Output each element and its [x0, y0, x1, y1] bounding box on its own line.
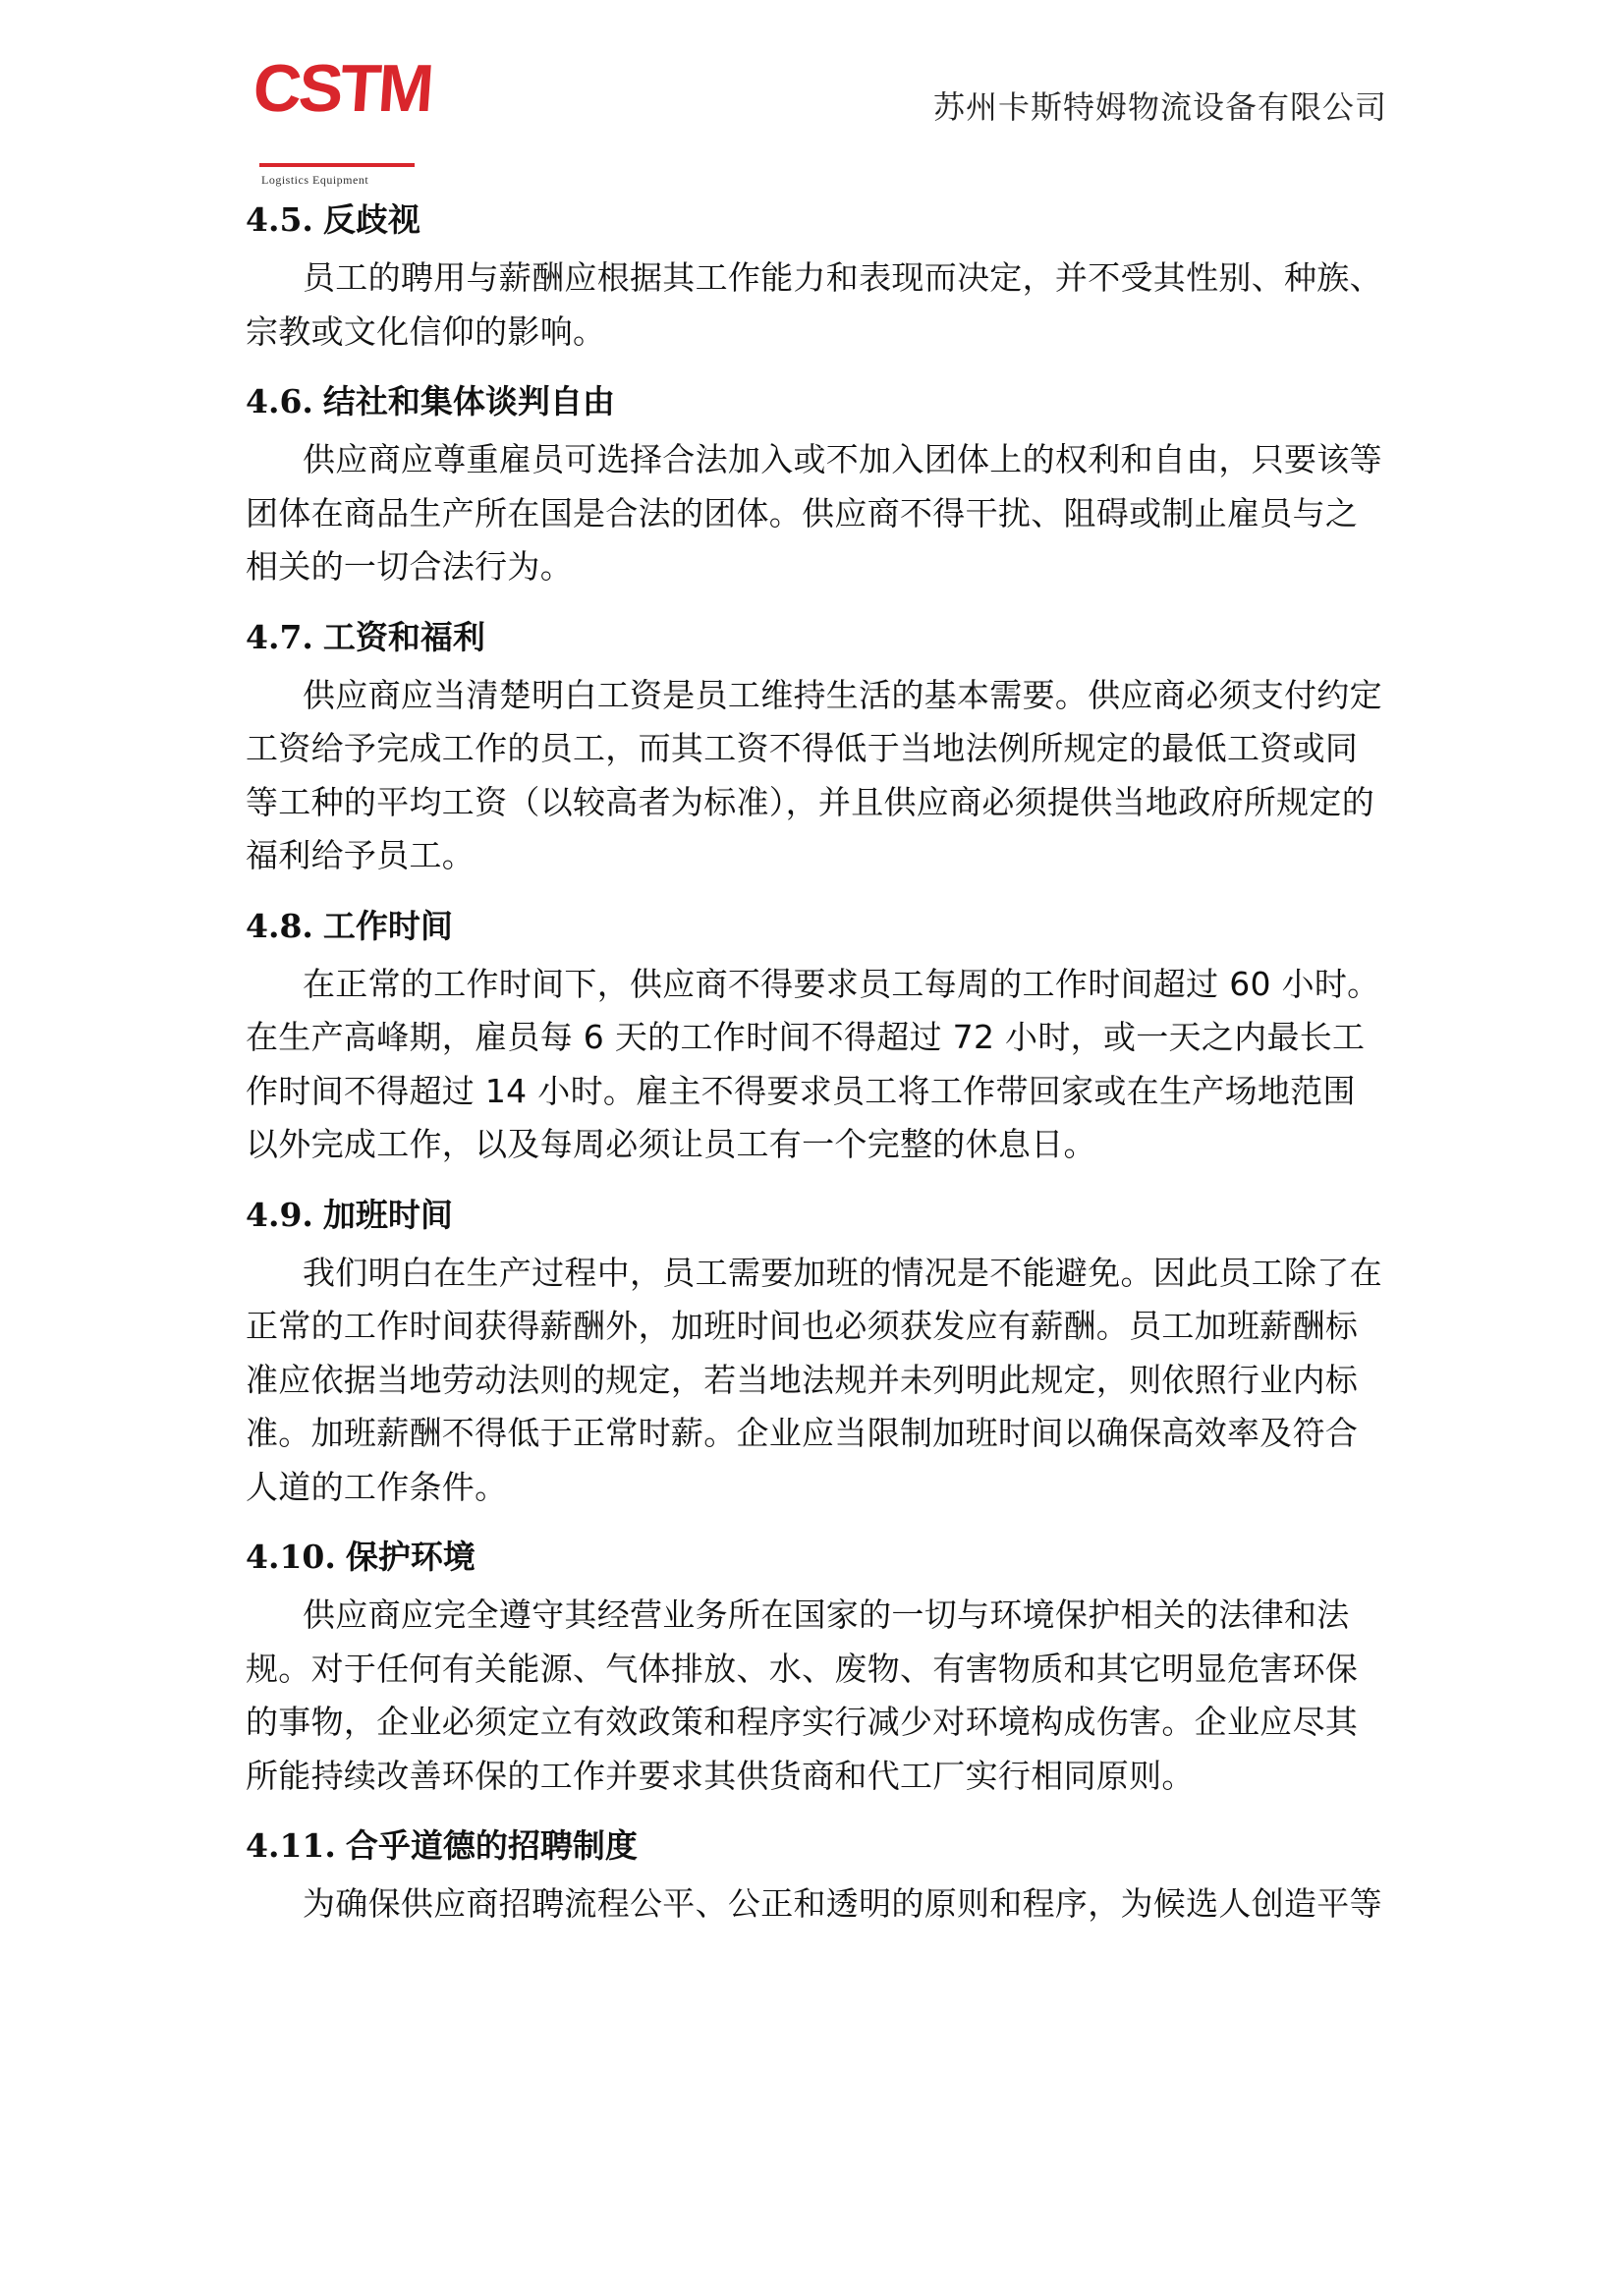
section-heading-4-7 [246, 614, 1387, 661]
logo-wordmark: CSTM [251, 51, 434, 126]
section-paragraph: 供应商应尊重雇员可选择合法加入或不加入团体上的权利和自由，只要该等团体在商品生产所在国是合法的团体。供应商不得干扰、阻碍或制止雇员与之相关的一切合法行为。 [246, 440, 1382, 586]
section-number: 4.9. [246, 1195, 313, 1234]
section-number: 4.11. [246, 1826, 336, 1865]
document-body [246, 196, 1387, 1951]
section-paragraph: 在正常的工作时间下，供应商不得要求员工每周的工作时间超过 60 小时。在生产高峰期，雇员每 6 天的工作时间不得超过 72 小时，或一天之内最长工作时间不得超过 14 小时。雇主不得要求员工将工作带回家或在生产场地范围以外完成工作，以及每周必须让员工有一个完整的休息日。 [246, 964, 1380, 1163]
section-heading-4-11 [246, 1822, 1387, 1870]
section-title: 结社和集体谈判自由 [322, 382, 615, 420]
section-number: 4.7. [246, 617, 313, 656]
section-paragraph: 供应商应当清楚明白工资是员工维持生活的基本需要。供应商必须支付约定工资给予完成工作的员工，而其工资不得低于当地法例所规定的最低工资或同等工种的平均工资（以较高者为标准），并且供应商必须提供当地政府所规定的福利给予员工。 [246, 675, 1382, 874]
logo-subtitle: Logistics Equipment [261, 173, 369, 187]
section-title: 合乎道德的招聘制度 [345, 1826, 638, 1865]
logo-underline [259, 163, 415, 167]
section-number: 4.10. [246, 1538, 336, 1576]
section-title: 保护环境 [345, 1538, 476, 1576]
section-paragraph: 我们明白在生产过程中，员工需要加班的情况是不能避免。因此员工除了在正常的工作时间获得薪酬外，加班时间也必须获发应有薪酬。员工加班薪酬标准应依据当地劳动法则的规定，若当地法规并未列明此规定，则依照行业内标准。加班薪酬不得低于正常时薪。企业应当限制加班时间以确保高效率及符合人道的工作条件。 [246, 1253, 1382, 1506]
section-number: 4.5. [246, 200, 313, 239]
section-paragraph: 供应商应完全遵守其经营业务所在国家的一切与环境保护相关的法律和法规。对于任何有关能源、气体排放、水、废物、有害物质和其它明显危害环保的事物，企业必须定立有效政策和程序实行减少对环境构成伤害。企业应尽其所能持续改善环保的工作并要求其供货商和代工厂实行相同原则。 [246, 1596, 1359, 1795]
section-heading-4-9 [246, 1192, 1387, 1239]
section-title: 工作时间 [322, 906, 453, 945]
section-paragraph: 员工的聘用与薪酬应根据其工作能力和表现而决定，并不受其性别、种族、宗教或文化信仰的影响。 [246, 258, 1382, 351]
section-number: 4.8. [246, 906, 313, 945]
section-paragraph: 为确保供应商招聘流程公平、公正和透明的原则和程序，为候选人创造平等 [303, 1884, 1382, 1923]
section-title: 工资和福利 [322, 617, 485, 656]
company-logo [251, 51, 434, 187]
section-title: 反歧视 [322, 200, 420, 239]
section-number: 4.6. [246, 382, 313, 420]
company-name: 苏州卡斯特姆物流设备有限公司 [932, 88, 1387, 126]
section-title: 加班时间 [322, 1195, 453, 1234]
section-heading-4-5 [246, 196, 1387, 244]
section-heading-4-8 [246, 903, 1387, 950]
section-heading-4-10 [246, 1534, 1387, 1581]
section-heading-4-6 [246, 378, 1387, 425]
